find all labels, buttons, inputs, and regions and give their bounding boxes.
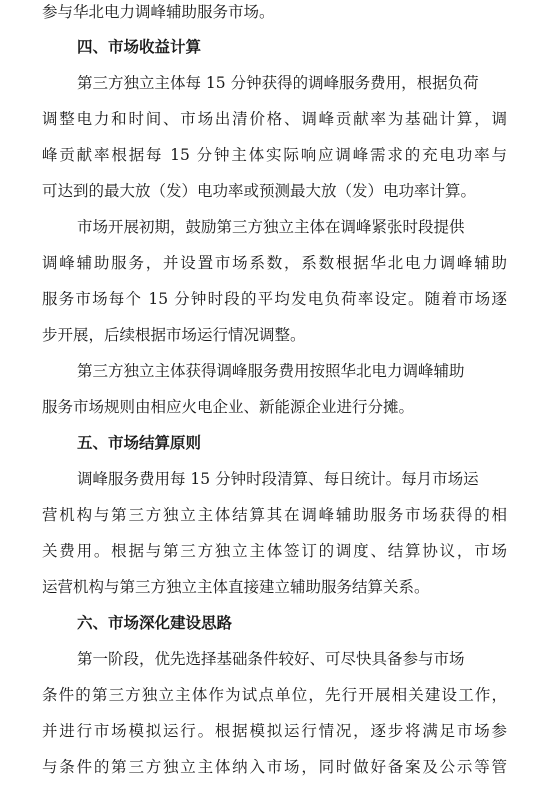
body-text-line: 调整电力和时间、市场出清价格、调峰贡献率为基础计算，调	[42, 110, 507, 128]
body-text-line: 关费用。根据与第三方独立主体签订的调度、结算协议，市场	[42, 542, 507, 560]
body-text-line: 步开展，后续根据市场运行情况调整。	[42, 326, 306, 344]
body-text-line: 参与华北电力调峰辅助服务市场。	[42, 3, 275, 21]
body-text-line: 市场开展初期，鼓励第三方独立主体在调峰紧张时段提供	[77, 218, 465, 236]
body-text-line: 营机构与第三方独立主体结算其在调峰辅助服务市场获得的相	[42, 506, 507, 524]
body-text-line: 峰贡献率根据每 15 分钟主体实际响应调峰需求的充电功率与	[42, 146, 507, 164]
section-heading-5: 五、市场结算原则	[77, 434, 202, 452]
section-heading-4: 四、市场收益计算	[77, 38, 202, 56]
body-text-line: 服务市场每个 15 分钟时段的平均发电负荷率设定。随着市场逐	[42, 290, 507, 308]
body-text-line: 服务市场规则由相应火电企业、新能源企业进行分摊。	[42, 398, 415, 416]
section-heading-6: 六、市场深化建设思路	[77, 614, 233, 632]
body-text-line: 第一阶段，优先选择基础条件较好、可尽快具备参与市场	[77, 650, 465, 668]
body-text-line: 第三方独立主体每 15 分钟获得的调峰服务费用，根据负荷	[77, 74, 479, 92]
body-text-line: 可达到的最大放（发）电功率或预测最大放（发）电功率计算。	[42, 182, 477, 200]
body-text-line: 条件的第三方独立主体作为试点单位，先行开展相关建设工作，	[42, 686, 507, 704]
body-text-line: 第三方独立主体获得调峰服务费用按照华北电力调峰辅助	[77, 362, 465, 380]
body-text-line: 运营机构与第三方独立主体直接建立辅助服务结算关系。	[42, 578, 430, 596]
body-text-line: 调峰服务费用每 15 分钟时段清算、每日统计。每月市场运	[77, 470, 479, 488]
body-text-line: 并进行市场模拟运行。根据模拟运行情况，逐步将满足市场参	[42, 722, 507, 740]
body-text-line: 调峰辅助服务，并设置市场系数，系数根据华北电力调峰辅助	[42, 254, 507, 272]
body-text-line: 与条件的第三方独立主体纳入市场，同时做好备案及公示等管	[42, 758, 507, 776]
